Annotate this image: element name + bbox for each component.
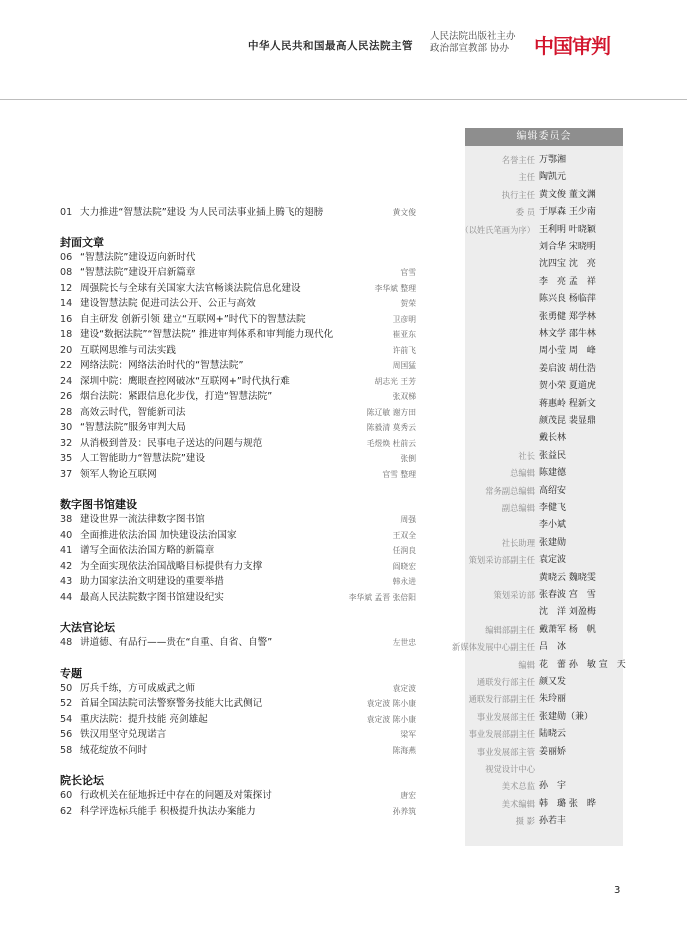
board-row xyxy=(465,622,677,638)
section-heading: 院长论坛 xyxy=(60,774,104,787)
toc-title: 建设世界一流法律数字图书馆 xyxy=(80,514,205,525)
board-row xyxy=(465,744,677,760)
toc-entry[interactable] xyxy=(60,467,430,483)
toc-author: 李华斌 孟晋 张倍阳 xyxy=(348,592,416,602)
board-names: 蒋惠岭 程新文 xyxy=(539,398,596,409)
toc-author: 官雪 整理 xyxy=(382,469,416,479)
toc-title: 为全面实现依法治国战略目标提供有力支撑 xyxy=(80,560,263,572)
toc-title: 全面推进依法治国 加快建设法治国家 xyxy=(80,529,237,541)
board-row xyxy=(465,169,677,185)
board-row xyxy=(465,796,677,812)
section-heading: 数字图书馆建设 xyxy=(60,498,137,511)
toc-author: 周国猛 xyxy=(392,361,416,370)
magazine-logo: 中国审判 xyxy=(534,34,610,58)
board-role: 事业发展部主任 xyxy=(476,711,535,722)
toc-entry[interactable] xyxy=(60,389,430,405)
toc-page-number: 01 xyxy=(60,207,73,218)
board-names: 陈兴良 杨临萍 xyxy=(539,294,596,305)
toc-author: 韩永进 xyxy=(392,577,416,586)
board-row xyxy=(465,483,677,499)
toc-page-number: 32 xyxy=(60,437,73,449)
toc-entry[interactable] xyxy=(60,543,430,559)
toc-page-number: 56 xyxy=(60,729,73,740)
section-spacer xyxy=(60,221,430,235)
section-spacer xyxy=(60,758,430,773)
toc-author: 袁定波 xyxy=(392,683,416,693)
editorial-board-title: 编辑委员会 xyxy=(465,128,623,146)
board-names: 陶凯元 xyxy=(539,172,567,183)
toc-entry[interactable] xyxy=(60,374,430,390)
toc-entry[interactable] xyxy=(60,804,430,820)
toc-author: 陈毅清 莫秀云 xyxy=(366,423,416,432)
board-row xyxy=(465,587,677,603)
board-names: 黄晓云 魏晓雯 xyxy=(539,572,596,583)
board-role: 摄 影 xyxy=(515,816,535,827)
board-names: 刘合华 宋晓明 xyxy=(539,242,596,252)
toc-title: 自主研发 创新引领 建立“互联网+”时代下的智慧法院 xyxy=(80,313,306,325)
toc-entry[interactable] xyxy=(60,528,430,544)
board-names: 万鄂湘 xyxy=(539,155,567,165)
toc-page-number: 14 xyxy=(60,298,73,309)
toc-entry[interactable] xyxy=(60,358,430,374)
board-role: 编辑部副主任 xyxy=(485,624,535,635)
board-row xyxy=(460,222,677,238)
toc-author: 任润良 xyxy=(392,546,416,555)
toc-title: 深圳中院：鹰眼查控网破冰“互联网+”时代执行难 xyxy=(80,375,290,387)
toc-title: 助力国家法治文明建设的重要举措 xyxy=(80,576,224,587)
board-names: 姜丽娇 xyxy=(539,746,567,757)
toc-title: “智慧法院”服务审判大局 xyxy=(80,422,186,433)
board-role: 事业发展部主管 xyxy=(476,746,535,757)
table-of-contents xyxy=(60,205,430,819)
toc-author: 阎晓宏 xyxy=(392,561,416,571)
board-role: 策划采访部副主任 xyxy=(468,555,535,566)
toc-page-number: 37 xyxy=(60,468,73,480)
toc-title: 科学评选标兵能手 积极提升执法办案能力 xyxy=(80,805,256,817)
toc-author: 卫彦明 xyxy=(392,314,416,324)
board-names: 张建勋（兼） xyxy=(539,711,594,722)
board-names: 周小莹 周 峰 xyxy=(539,346,596,357)
board-row xyxy=(465,448,677,464)
board-row xyxy=(465,239,677,255)
toc-entry[interactable] xyxy=(60,635,430,651)
board-row xyxy=(465,152,677,168)
board-row xyxy=(465,813,677,829)
board-row xyxy=(465,517,677,533)
sponsor-line: 中华人民共和国最高人民法院主管 xyxy=(248,40,413,52)
toc-entry[interactable] xyxy=(60,420,430,436)
board-names: 孙 宇 xyxy=(539,781,567,792)
toc-title: 网络法院：网络法治时代的“智慧法院” xyxy=(80,360,244,371)
board-row xyxy=(465,761,677,777)
board-role: 名誉主任 xyxy=(501,155,535,165)
toc-page-number: 52 xyxy=(60,698,73,709)
toc-entry[interactable] xyxy=(60,312,430,328)
board-names: 沈 洋 刘盈梅 xyxy=(539,607,596,618)
publisher-line-1: 人民法院出版社主办 xyxy=(430,31,516,42)
toc-author: 唐宏 xyxy=(400,791,416,800)
board-names: 颜茂昆 裴显鼎 xyxy=(539,416,596,426)
board-row xyxy=(465,361,677,377)
toc-entry[interactable] xyxy=(60,327,430,343)
board-names: 张勇健 郑学林 xyxy=(539,311,596,322)
toc-entry[interactable] xyxy=(60,559,430,575)
publisher-info xyxy=(430,31,516,55)
board-row xyxy=(465,326,677,342)
board-row xyxy=(465,465,677,481)
board-names: 贺小荣 夏道虎 xyxy=(539,381,596,392)
page-number: 3 xyxy=(614,885,621,896)
toc-page-number: 18 xyxy=(60,329,73,340)
board-row xyxy=(465,500,677,516)
toc-author: 陈海燕 xyxy=(392,745,416,755)
board-names: 袁定波 xyxy=(539,555,567,566)
toc-page-number: 41 xyxy=(60,545,73,556)
board-names: 韩 璐 张 晔 xyxy=(539,798,596,809)
toc-author: 黄文俊 xyxy=(392,208,416,217)
toc-author: 贺荣 xyxy=(400,299,416,308)
board-role: 新媒体发展中心副主任 xyxy=(452,642,535,653)
board-role: 事业发展部副主任 xyxy=(468,729,535,740)
toc-page-number: 16 xyxy=(60,313,73,325)
toc-page-number: 43 xyxy=(60,576,73,587)
toc-page-number: 58 xyxy=(60,744,73,756)
board-row xyxy=(465,430,677,446)
board-row xyxy=(465,204,677,220)
board-row xyxy=(465,726,677,742)
board-names: 于厚森 王少南 xyxy=(539,207,596,218)
board-row xyxy=(465,535,677,551)
toc-author: 张倒 xyxy=(400,454,416,463)
board-names: 张益民 xyxy=(539,450,567,461)
toc-page-number: 60 xyxy=(60,790,73,801)
toc-page-number: 22 xyxy=(60,360,73,371)
toc-author: 许前飞 xyxy=(392,345,416,355)
toc-title: 人工智能助力“智慧法院”建设 xyxy=(80,453,206,464)
board-names: 戴长林 xyxy=(539,433,567,444)
board-row xyxy=(465,604,677,620)
toc-title: 绒花绽放不问时 xyxy=(80,744,148,756)
toc-entry[interactable] xyxy=(60,512,430,528)
toc-page-number: 54 xyxy=(60,713,73,725)
masthead xyxy=(0,0,687,100)
toc-author: 王双全 xyxy=(392,530,416,540)
board-row xyxy=(465,709,677,725)
toc-entry[interactable] xyxy=(60,712,430,728)
toc-entry[interactable] xyxy=(60,405,430,421)
toc-author: 毛煜焕 杜前云 xyxy=(366,438,416,448)
board-names: 戴萧军 杨 帆 xyxy=(539,624,596,635)
toc-page-number: 24 xyxy=(60,375,73,387)
toc-page-number: 40 xyxy=(60,529,73,541)
toc-title: 铁汉用坚守兑现诺言 xyxy=(80,729,167,740)
board-row xyxy=(465,274,677,290)
toc-author: 胡志光 王芳 xyxy=(374,376,416,386)
toc-author: 周强 xyxy=(400,515,416,524)
toc-entry[interactable] xyxy=(60,590,430,606)
toc-title: 从消极到普及：民事电子送达的问题与规范 xyxy=(80,437,263,449)
toc-page-number: 42 xyxy=(60,560,73,572)
section-heading: 封面文章 xyxy=(60,235,104,249)
board-role: 通联发行部副主任 xyxy=(468,694,535,705)
toc-entry[interactable] xyxy=(60,281,430,297)
toc-author: 官雪 xyxy=(400,268,416,277)
toc-entry[interactable] xyxy=(60,296,430,312)
board-names: 陈建德 xyxy=(539,468,567,479)
board-names: 沈四宝 沈 亮 xyxy=(539,259,596,270)
board-role: 副总编辑 xyxy=(501,503,535,513)
toc-entry[interactable] xyxy=(60,451,430,467)
toc-author: 袁定波 陈小康 xyxy=(366,714,416,724)
toc-title: 最高人民法院数字图书馆建设纪实 xyxy=(80,591,224,603)
toc-author: 袁定波 陈小康 xyxy=(366,699,416,708)
board-names: 张春波 宫 雪 xyxy=(539,590,596,600)
board-names: 朱玲丽 xyxy=(539,694,567,705)
board-row xyxy=(465,256,677,272)
toc-title: “智慧法院”建设迈向新时代 xyxy=(80,251,196,263)
board-row xyxy=(465,413,677,429)
board-role: 策划采访部 xyxy=(493,590,535,600)
toc-entry[interactable] xyxy=(60,250,430,266)
board-names: 颜又发 xyxy=(539,677,567,687)
board-row xyxy=(465,778,677,794)
toc-title: 讲道德、有品行——贵在“自重、自省、自警” xyxy=(80,637,273,648)
board-names: 李健飞 xyxy=(539,503,567,513)
toc-title: 高效云时代，智能新司法 xyxy=(80,406,186,418)
toc-title: 建设智慧法院 促进司法公开、公正与高效 xyxy=(80,298,256,309)
board-row xyxy=(465,396,677,412)
header-divider xyxy=(0,99,687,100)
toc-page-number: 20 xyxy=(60,344,73,356)
board-row xyxy=(465,552,677,568)
section-spacer xyxy=(60,482,430,497)
toc-entry[interactable] xyxy=(60,681,430,697)
toc-page-number: 44 xyxy=(60,591,73,603)
board-row xyxy=(465,309,677,325)
toc-author: 崔亚东 xyxy=(392,330,416,339)
toc-title: 首届全国法院司法警察警务技能大比武侧记 xyxy=(80,698,263,709)
board-row xyxy=(465,187,677,203)
board-names: 林文学 邵牛林 xyxy=(539,329,596,339)
board-role: 常务副总编辑 xyxy=(485,485,535,496)
toc-title: 周强院长与全球有关国家大法官畅谈法院信息化建设 xyxy=(80,282,301,294)
toc-page-number: 50 xyxy=(60,682,73,694)
board-role: 委 员 xyxy=(515,207,535,218)
section-heading: 大法官论坛 xyxy=(60,621,115,634)
toc-page-number: 12 xyxy=(60,282,73,294)
board-names: 高绍安 xyxy=(539,485,567,496)
toc-title: 互联网思维与司法实践 xyxy=(80,344,176,356)
toc-entry[interactable] xyxy=(60,574,430,590)
toc-page-number: 48 xyxy=(60,637,73,648)
toc-page-number: 06 xyxy=(60,251,73,263)
board-names: 陆晓云 xyxy=(539,729,567,740)
board-row xyxy=(465,343,677,359)
toc-entry[interactable] xyxy=(60,436,430,452)
board-role: 总编辑 xyxy=(510,468,535,479)
board-row xyxy=(465,291,677,307)
board-role: 编辑 xyxy=(518,659,535,670)
toc-page-number: 28 xyxy=(60,406,73,418)
board-role: 执行主任 xyxy=(501,189,535,200)
publisher-line-2: 政治部宣教部 协办 xyxy=(430,43,510,54)
toc-author: 李华斌 整理 xyxy=(374,283,416,293)
board-role: 视觉设计中心 xyxy=(485,764,535,774)
board-row xyxy=(465,657,677,673)
toc-author: 陈辽敏 谢方田 xyxy=(366,407,416,417)
board-role: 美术编辑 xyxy=(501,798,535,809)
section-spacer xyxy=(60,651,430,666)
toc-title: “智慧法院”建设开启新篇章 xyxy=(80,267,196,278)
toc-title: 烟台法院：紧跟信息化步伐，打造“智慧法院” xyxy=(80,391,273,402)
toc-page-number: 62 xyxy=(60,805,73,817)
toc-author: 孙养筑 xyxy=(392,806,416,816)
board-role: 社长助理 xyxy=(501,537,535,548)
toc-author: 梁军 xyxy=(400,730,416,739)
toc-title: 领军人物论互联网 xyxy=(80,468,157,480)
toc-entry[interactable] xyxy=(60,205,430,221)
board-row xyxy=(465,570,677,586)
board-names: 张建勋 xyxy=(539,537,567,548)
toc-page-number: 35 xyxy=(60,453,73,464)
toc-entry[interactable] xyxy=(60,743,430,759)
section-heading: 专题 xyxy=(60,666,82,680)
board-row xyxy=(465,674,677,690)
toc-title: 谱写全面依法治国方略的新篇章 xyxy=(80,545,215,556)
section-spacer xyxy=(60,605,430,620)
toc-title: 厉兵千练，方可成威武之师 xyxy=(80,682,196,694)
toc-author: 左世忠 xyxy=(392,638,416,647)
toc-page-number: 26 xyxy=(60,391,73,402)
board-role: 通联发行部主任 xyxy=(476,677,535,687)
board-role: 主任 xyxy=(518,172,535,183)
board-names: 黄文俊 董文渊 xyxy=(539,189,596,200)
toc-title: 行政机关在征地拆迁中存在的问题及对策探讨 xyxy=(80,790,272,801)
toc-page-number: 30 xyxy=(60,422,73,433)
board-names: 孙若丰 xyxy=(539,816,567,827)
board-names: 吕 冰 xyxy=(539,642,567,653)
board-role: （以姓氏笔画为序） xyxy=(460,224,535,235)
board-role: 社长 xyxy=(518,450,535,461)
toc-entry[interactable] xyxy=(60,696,430,712)
toc-entry[interactable] xyxy=(60,265,430,281)
toc-entry[interactable] xyxy=(60,788,430,804)
toc-entry[interactable] xyxy=(60,727,430,743)
board-role: 美术总监 xyxy=(501,781,535,792)
board-names: 李 亮 孟 祥 xyxy=(539,276,596,287)
toc-page-number: 38 xyxy=(60,514,73,525)
toc-entry[interactable] xyxy=(60,343,430,359)
board-names: 姜启波 胡仕浩 xyxy=(539,363,596,374)
board-row xyxy=(452,639,677,655)
toc-title: 大力推进“智慧法院”建设 为人民司法事业插上腾飞的翅膀 xyxy=(80,207,324,218)
toc-title: 重庆法院：提升技能 亮剑雄起 xyxy=(80,713,208,725)
toc-author: 张双梯 xyxy=(392,392,416,401)
board-row xyxy=(465,691,677,707)
board-row xyxy=(465,378,677,394)
board-names: 王利明 叶晓颖 xyxy=(539,224,596,235)
board-names: 李小斌 xyxy=(539,520,567,531)
board-names: 花 蕾 孙 敏 宣 天 xyxy=(539,659,626,670)
toc-page-number: 08 xyxy=(60,267,73,278)
toc-title: 建设“数据法院”“智慧法院” 推进审判体系和审判能力现代化 xyxy=(80,329,334,340)
